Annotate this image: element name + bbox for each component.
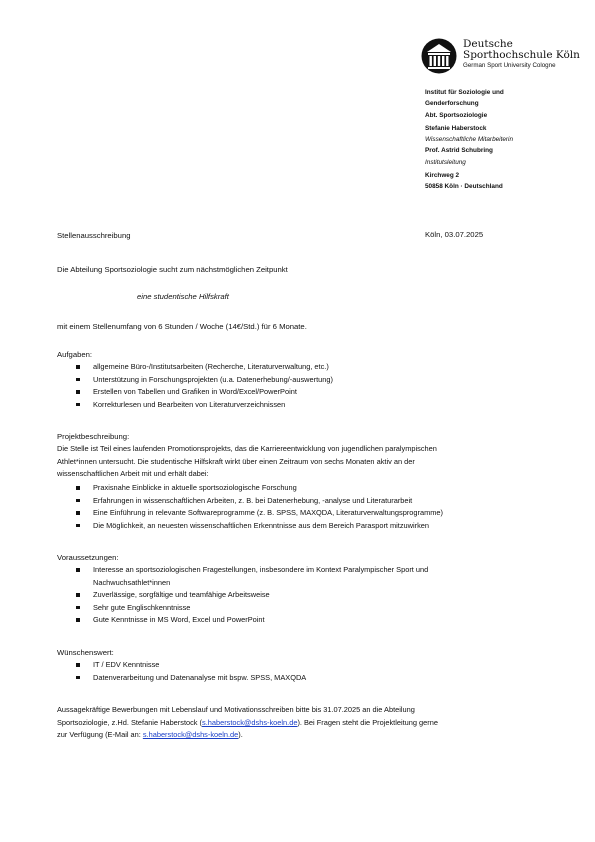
logo-subtitle: German Sport University Cologne (463, 62, 556, 69)
closing-line3-pre: zur Verfügung (E-Mail an: (57, 730, 143, 740)
list-item: Sehr gute Englischkenntnisse (57, 602, 428, 615)
wishes-list (57, 659, 306, 684)
head-role: Institutsleitung (425, 158, 466, 166)
project-heading: Projektbeschreibung: (57, 432, 130, 441)
intro-text: Die Abteilung Sportsoziologie sucht zum nächstmöglichen Zeitpunkt (57, 265, 288, 274)
closing-line2-post: ). Bei Fragen steht die Projektleitung gerne (297, 717, 438, 727)
closing-paragraph (57, 704, 542, 742)
closing-line2-pre: Sportsoziologie, z.Hd. Stefanie Haberstock ( (57, 717, 203, 727)
project-benefits-list (57, 482, 443, 532)
list-item: Korrekturlesen und Bearbeiten von Literaturverzeichnissen (57, 399, 333, 412)
street: Kirchweg 2 (425, 172, 460, 180)
contact-role: Wissenschaftliche Mitarbeiterin (425, 136, 514, 144)
closing-line3 (57, 729, 542, 742)
document-date: Köln, 03.07.2025 (425, 230, 484, 239)
list-item: Gute Kenntnisse in MS Word, Excel und PowerPoint (57, 614, 428, 627)
project-line: wissenschaftlichen Arbeit mit und erhält dabei: (57, 469, 209, 479)
list-item: Praxisnahe Einblicke in aktuelle sportsoziologische Forschung (57, 482, 443, 495)
list-item: Unterstützung in Forschungsprojekten (u.a. Datenerhebung/-auswertung) (57, 374, 333, 387)
email-link[interactable]: s.haberstock@dshs-koeln.de (202, 717, 298, 727)
institute-line1: Institut für Soziologie und (425, 89, 504, 96)
project-line: Die Stelle ist Teil eines laufenden Promotionsprojekts, das die Karriereentwicklung von jugendlichen paralympischen (57, 444, 437, 453)
tasks-list (57, 361, 333, 411)
institute-line2: Genderforschung (425, 100, 479, 108)
contact-name: Stefanie Haberstock (425, 124, 487, 132)
requirements-heading: Voraussetzungen: (57, 553, 119, 562)
university-seal-icon (421, 38, 457, 74)
email-link[interactable]: s.haberstock@dshs-koeln.de (142, 730, 239, 740)
closing-line2 (57, 717, 542, 730)
list-item: Die Möglichkeit, an neuesten wissenschaftlichen Erkenntnisse aus dem Bereich Parasport mitzuwirken (57, 520, 443, 533)
scope-text: mit einem Stellenumfang von 6 Stunden / Woche (14€/Std.) für 6 Monate. (57, 322, 307, 331)
address-block (425, 87, 590, 193)
requirements-list (57, 564, 428, 627)
list-item: Erstellen von Tabellen und Grafiken in Word/Excel/PowerPoint (57, 386, 333, 399)
list-item: IT / EDV Kenntnisse (57, 659, 306, 672)
document-title: Stellenausschreibung (57, 231, 131, 240)
position-title: eine studentische Hilfskraft (137, 292, 229, 301)
list-item: Zuverlässige, sorgfältige und teamfähige Arbeitsweise (57, 589, 428, 602)
list-item: Interesse an sportsoziologischen Fragestellungen, insbesondere im Kontext Paralympischer Sport und (57, 564, 428, 577)
tasks-heading: Aufgaben: (57, 350, 93, 359)
closing-line1: Aussagekräftige Bewerbungen mit Lebenslauf und Motivationsschreiben bitte bis 31.07.2025 an die Abteilung (57, 705, 415, 714)
project-description (57, 443, 542, 481)
list-item: allgemeine Büro-/Institutsarbeiten (Recherche, Literaturverwaltung, etc.) (57, 361, 333, 374)
list-item: Eine Einführung in relevante Softwareprogramme (z. B. SPSS, MAXQDA, Literaturverwaltungsprogramme) (57, 507, 443, 520)
city: 50858 Köln · Deutschland (425, 183, 503, 191)
logo-name-line1: Deutsche (463, 38, 513, 50)
list-item: Erfahrungen in wissenschaftlichen Arbeiten, z. B. bei Datenerhebung, -analyse und Literaturarbeit (57, 495, 443, 508)
head-name: Prof. Astrid Schubring (425, 147, 493, 155)
list-item: Datenverarbeitung und Datenanalyse mit bspw. SPSS, MAXQDA (57, 672, 306, 685)
wishes-heading: Wünschenswert: (57, 648, 114, 657)
list-item-continuation: Nachwuchsathlet*innen (93, 577, 171, 587)
department: Abt. Sportsoziologie (425, 111, 488, 119)
university-logo (421, 38, 581, 74)
project-line: Athlet*innen untersucht. Die studentische Hilfskraft wirkt über einen Zeitraum von sechs Monaten aktiv an der (57, 456, 415, 466)
closing-line3-post: ). (238, 730, 243, 740)
logo-name-line2: Sporthochschule Köln (463, 49, 580, 61)
